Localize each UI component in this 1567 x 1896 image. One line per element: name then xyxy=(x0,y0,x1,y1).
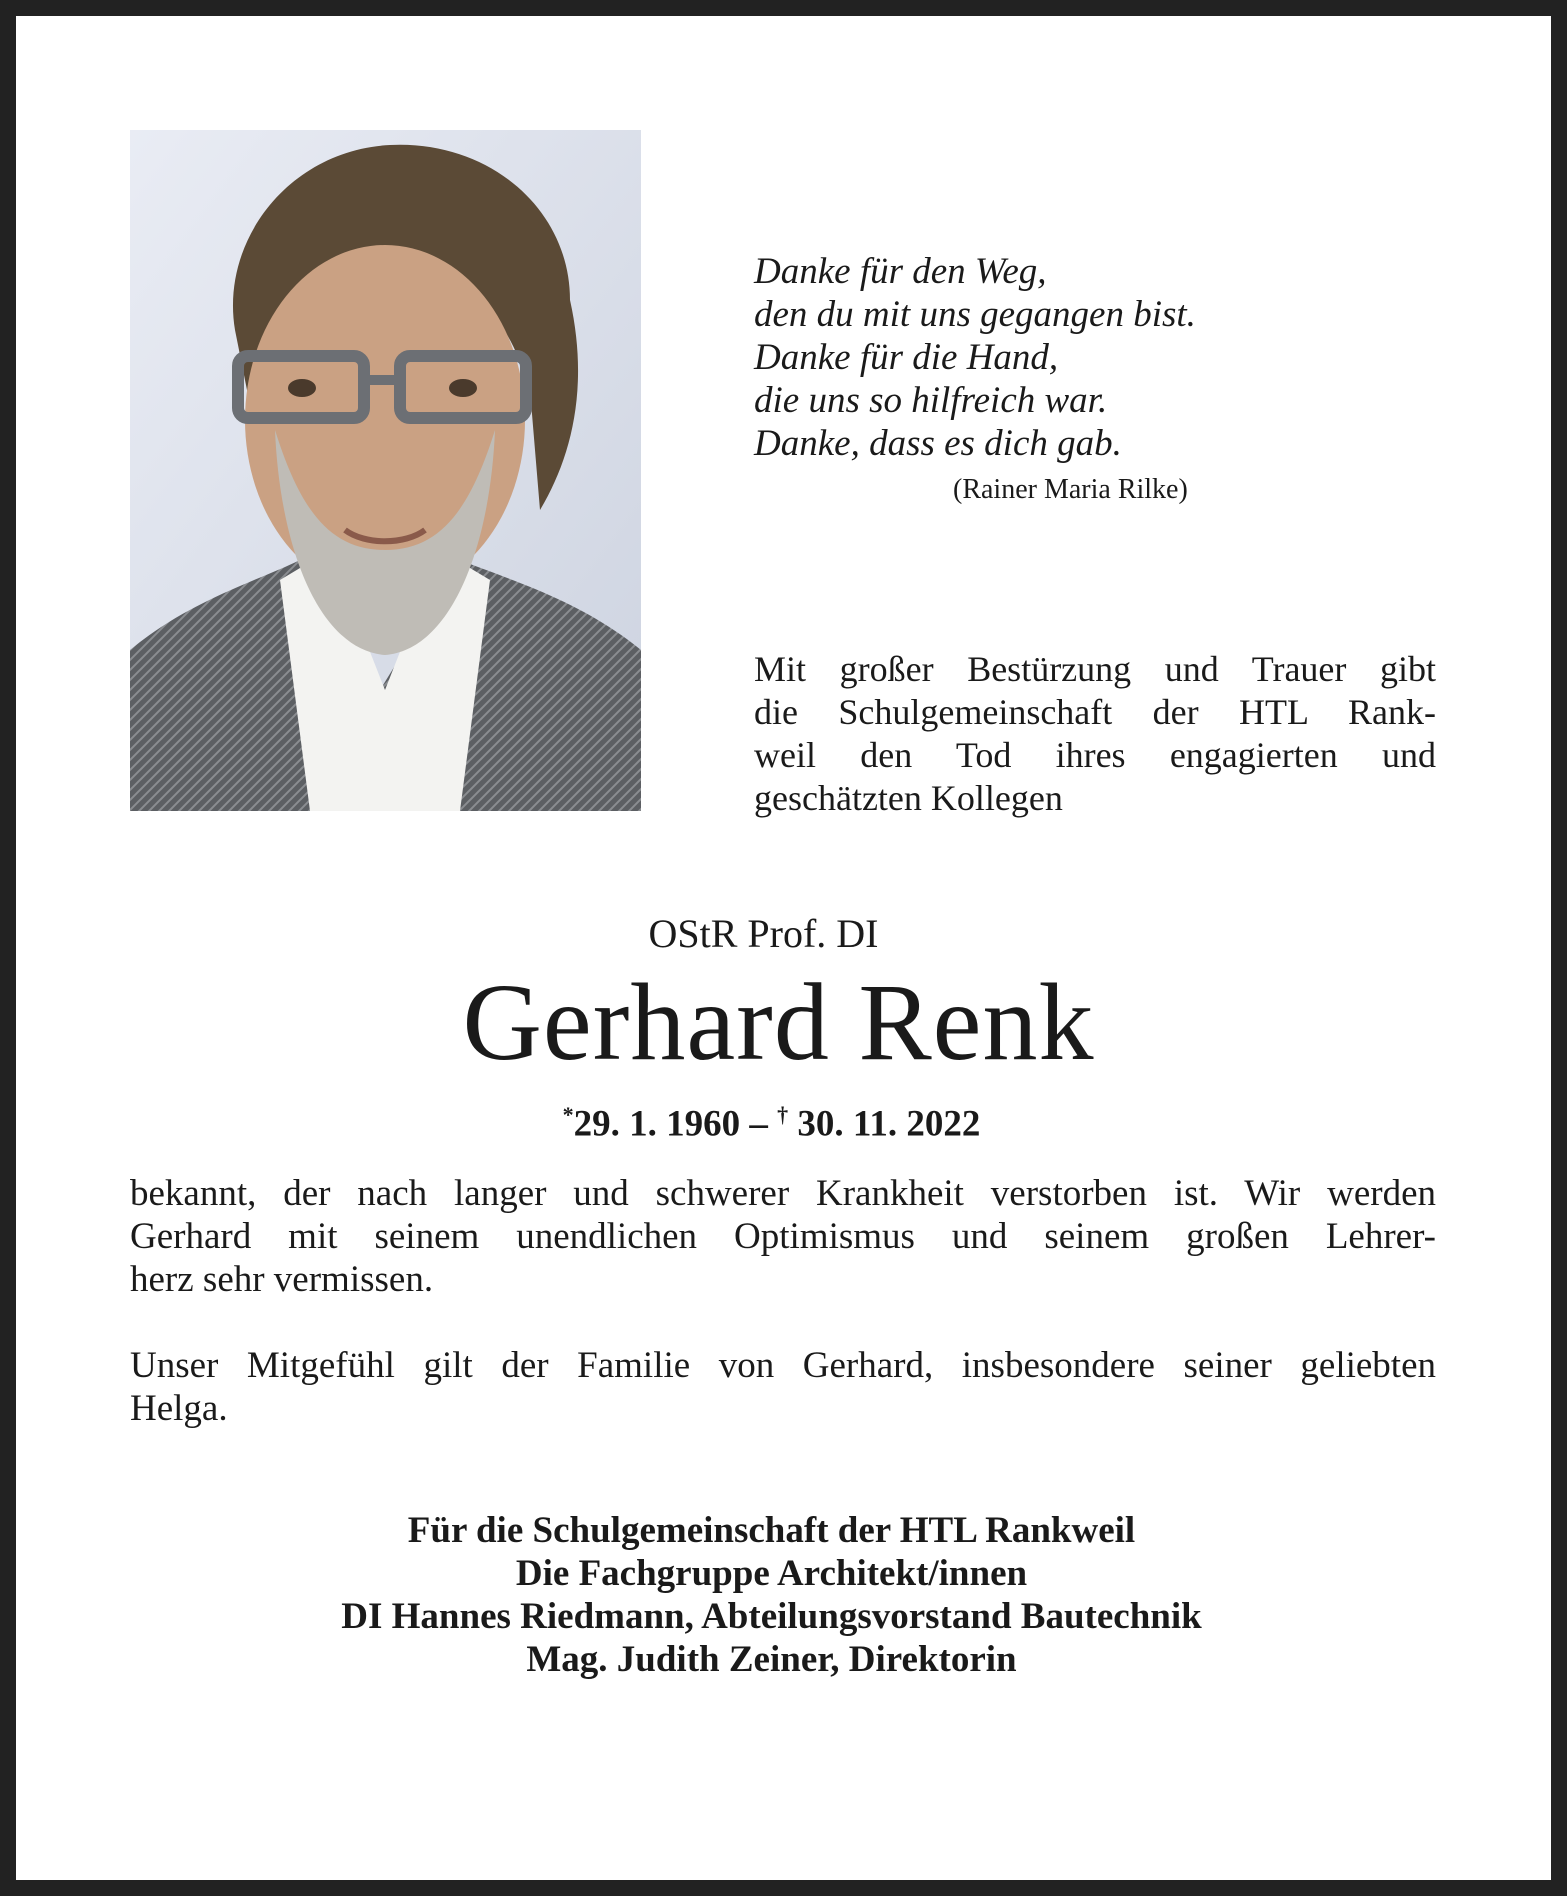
body-line: Unser Mitgefühl gilt der Familie von Gerhard, insbesondere seiner geliebten xyxy=(130,1345,1436,1386)
poem-line: den du mit uns gegangen bist. xyxy=(754,294,1196,335)
signature-line: Die Fachgruppe Architekt/innen xyxy=(515,1553,1028,1594)
announcement-line: Mit großer Bestürzung und Trauer gibt xyxy=(754,649,1436,689)
poem-line: Danke, dass es dich gab. xyxy=(754,423,1122,464)
poem-line: Danke für den Weg, xyxy=(754,251,1047,292)
poem-quote xyxy=(754,250,1394,507)
body-line: bekannt, der nach langer und schwerer Krankheit verstorben ist. Wir werden xyxy=(130,1173,1436,1214)
portrait-photo xyxy=(130,130,641,811)
body-paragraph xyxy=(130,1172,1436,1301)
announcement-line: geschätzten Kollegen xyxy=(754,778,1063,818)
birth-date: 29. 1. 1960 xyxy=(573,1103,741,1145)
body-line: herz sehr vermissen. xyxy=(130,1259,434,1300)
signature-block xyxy=(0,1509,1555,1681)
deceased-name: Gerhard Renk xyxy=(462,961,1095,1083)
body-line: Gerhard mit seinem unendlichen Optimismus und seinem großen Lehrer- xyxy=(130,1216,1436,1257)
date-separator: – xyxy=(740,1103,778,1145)
poem-line: Danke für die Hand, xyxy=(754,337,1059,378)
signature-line: DI Hannes Riedmann, Abteilungsvorstand Bautechnik xyxy=(341,1596,1202,1637)
birth-symbol: * xyxy=(562,1102,574,1127)
poem-line: die uns so hilfreich war. xyxy=(754,380,1108,421)
signature-line: Mag. Judith Zeiner, Direktorin xyxy=(526,1639,1017,1680)
death-symbol: † xyxy=(777,1102,789,1127)
academic-title: OStR Prof. DI xyxy=(648,911,879,956)
signature-line: Für die Schulgemeinschaft der HTL Rankweil xyxy=(407,1510,1136,1551)
body-paragraph xyxy=(130,1344,1436,1430)
announcement-line: weil den Tod ihres engagierten und xyxy=(754,735,1436,775)
body-line: Helga. xyxy=(130,1388,228,1429)
poem-author: (Rainer Maria Rilke) xyxy=(953,474,1188,505)
death-date: 30. 11. 2022 xyxy=(788,1103,981,1145)
life-dates xyxy=(0,1093,1555,1146)
announcement-line: die Schulgemeinschaft der HTL Rank- xyxy=(754,692,1436,732)
announcement-text xyxy=(754,648,1436,820)
obituary-body xyxy=(130,1172,1436,1430)
